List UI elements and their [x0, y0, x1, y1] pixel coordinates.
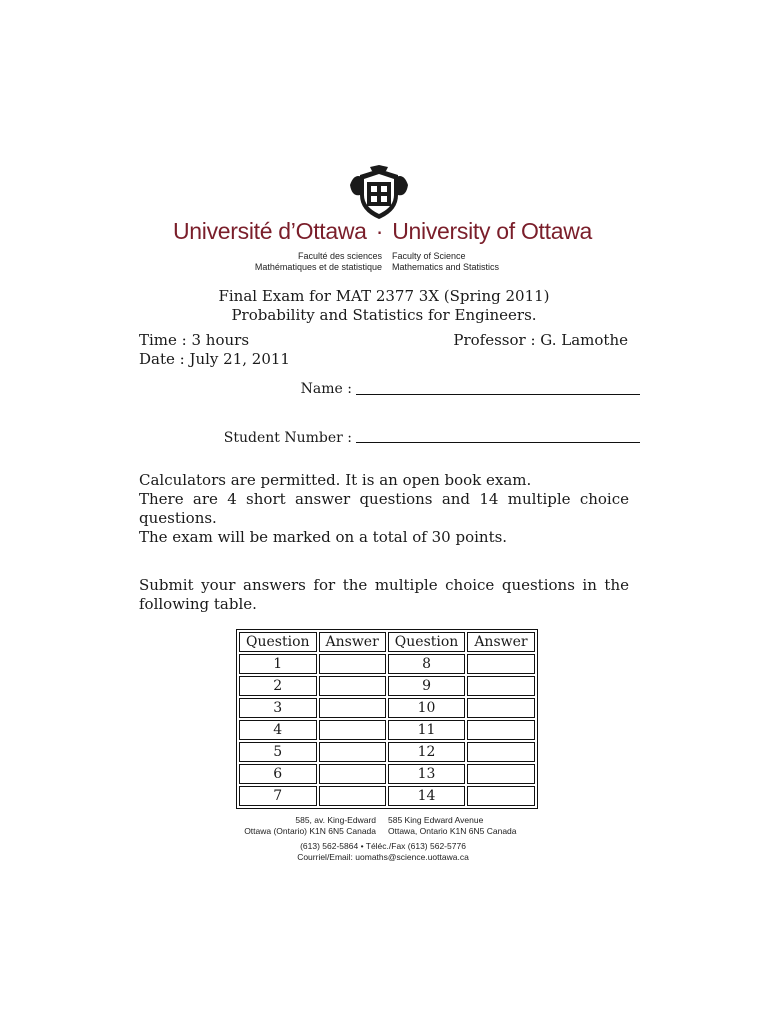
faculty-fr: [246, 251, 382, 273]
header-question-2: Question: [388, 632, 466, 652]
table-row: [239, 720, 535, 740]
header-question-1: Question: [239, 632, 317, 652]
question-number: 5: [239, 742, 317, 762]
address-en-line1: 585 King Edward Avenue: [388, 815, 484, 825]
faculty-fr-line1: Faculté des sciences: [297, 251, 382, 261]
exam-title-line2: Probability and Statistics for Engineers.: [231, 306, 537, 324]
exam-date: Date : July 21, 2011: [139, 350, 290, 368]
instruction-line1: Calculators are permitted. It is an open book exam.: [139, 471, 532, 489]
exam-professor: Professor : G. Lamothe: [453, 331, 628, 349]
answer-cell[interactable]: [319, 676, 386, 696]
question-number: 11: [388, 720, 466, 740]
university-name: [160, 218, 605, 245]
answer-cell[interactable]: [319, 654, 386, 674]
answer-cell[interactable]: [467, 742, 534, 762]
answer-cell[interactable]: [319, 786, 386, 806]
faculty-fr-line2: Mathématiques et de statistique: [254, 262, 382, 272]
question-number: 10: [388, 698, 466, 718]
table-row: [239, 764, 535, 784]
question-number: 4: [239, 720, 317, 740]
name-label: Name :: [300, 381, 352, 397]
table-row: [239, 698, 535, 718]
email: Courriel/Email: uomaths@science.uottawa.ca: [297, 852, 469, 862]
table-row: [239, 676, 535, 696]
faculty-en: [392, 251, 572, 273]
answer-cell[interactable]: [319, 698, 386, 718]
university-banner: [160, 165, 605, 275]
faculty-en-line2: Mathematics and Statistics: [392, 262, 500, 272]
name-separator: ·: [375, 218, 384, 244]
answer-cell[interactable]: [467, 786, 534, 806]
question-number: 8: [388, 654, 466, 674]
question-number: 6: [239, 764, 317, 784]
question-number: 1: [239, 654, 317, 674]
question-number: 9: [388, 676, 466, 696]
phone-fax: (613) 562-5864 • Téléc./Fax (613) 562-5776: [300, 841, 466, 851]
answer-cell[interactable]: [319, 742, 386, 762]
address-fr-line1: 585, av. King-Edward: [295, 815, 376, 825]
student-number-label: Student Number :: [223, 430, 352, 446]
answer-cell[interactable]: [319, 764, 386, 784]
contact-info: [228, 841, 538, 863]
table-header-row: [239, 632, 535, 652]
answer-cell[interactable]: [467, 764, 534, 784]
submit-instruction: Submit your answers for the multiple choice questions in the following table.: [139, 576, 629, 613]
header-answer-2: Answer: [467, 632, 534, 652]
address-fr: [228, 815, 376, 837]
faculty-en-line1: Faculty of Science: [392, 251, 466, 261]
address-en: [388, 815, 538, 837]
instruction-line3: The exam will be marked on a total of 30 points.: [139, 528, 508, 546]
exam-time: Time : 3 hours: [139, 331, 250, 349]
table-row: [239, 786, 535, 806]
footer-address: [228, 815, 538, 867]
answer-cell[interactable]: [467, 698, 534, 718]
answer-cell[interactable]: [467, 676, 534, 696]
question-number: 7: [239, 786, 317, 806]
question-number: 14: [388, 786, 466, 806]
answer-cell[interactable]: [467, 720, 534, 740]
answer-cell[interactable]: [319, 720, 386, 740]
table-row: [239, 742, 535, 762]
university-crest-icon: [348, 165, 410, 223]
university-name-en: University of Ottawa: [392, 218, 593, 244]
answer-table: [236, 629, 538, 809]
university-name-fr: Université d’Ottawa: [172, 218, 367, 244]
instruction-line2: There are 4 short answer questions and 14 multiple choice questions.: [139, 490, 629, 527]
address-fr-line2: Ottawa (Ontario) K1N 6N5 Canada: [244, 826, 376, 836]
question-number: 13: [388, 764, 466, 784]
student-number-field[interactable]: [356, 442, 640, 443]
address-en-line2: Ottawa, Ontario K1N 6N5 Canada: [388, 826, 517, 836]
exam-title-line1: Final Exam for MAT 2377 3X (Spring 2011): [218, 287, 550, 305]
table-row: [239, 654, 535, 674]
instructions: [139, 471, 629, 547]
exam-title: [140, 287, 628, 325]
question-number: 2: [239, 676, 317, 696]
header-answer-1: Answer: [319, 632, 386, 652]
question-number: 3: [239, 698, 317, 718]
name-field[interactable]: [356, 394, 640, 395]
answer-cell[interactable]: [467, 654, 534, 674]
question-number: 12: [388, 742, 466, 762]
